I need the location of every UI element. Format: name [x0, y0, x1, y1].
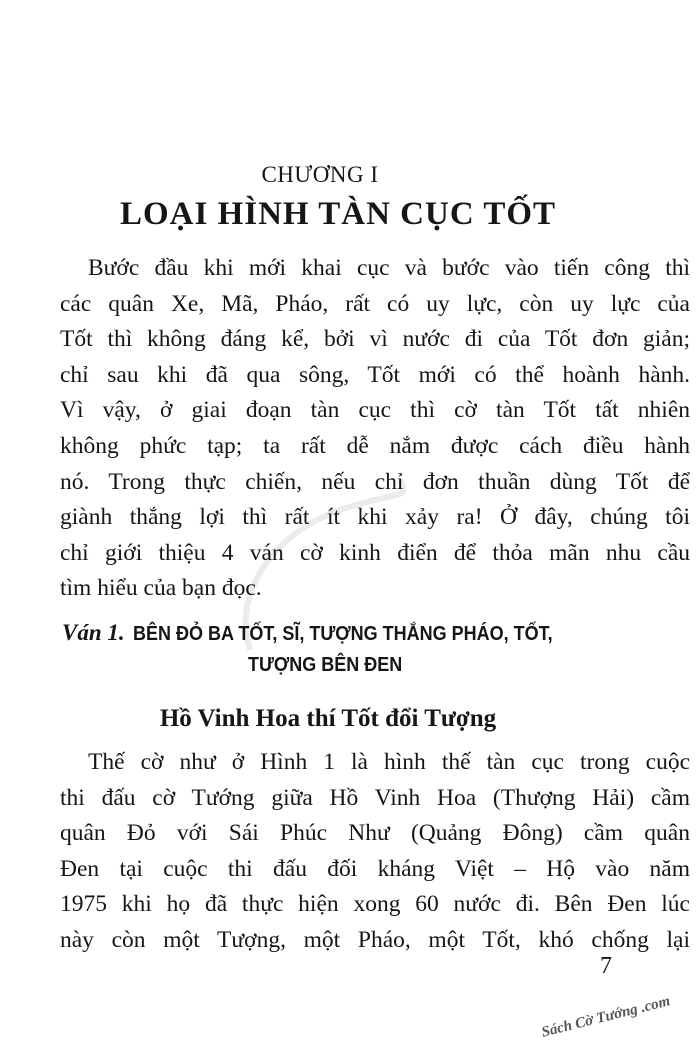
text-line: 1975 khi họ đã thực hiện xong 60 nước đi. Bên Đen lúc	[60, 891, 690, 918]
game-heading-line2: TƯỢNG BÊN ĐEN	[248, 654, 403, 676]
chapter-label: CHƯƠNG I	[261, 162, 379, 187]
game-heading	[62, 620, 599, 647]
text-line: chỉ giới thiệu 4 ván cờ kinh điển để thỏa mãn nhu cầu	[60, 539, 690, 566]
game-heading-line1: BÊN ĐỎ BA TỐT, SĨ, TƯỢNG THẮNG PHÁO, TỐT,	[132, 623, 553, 645]
game-subheading: Hồ Vinh Hoa thí Tốt đổi Tượng	[159, 705, 497, 732]
text-line: Bước đầu khi mới khai cục và bước vào tiến công thì	[88, 255, 690, 281]
text-line: giành thắng lợi thì rất ít khi xảy ra! Ở đây, chúng tôi	[60, 504, 690, 531]
text-line: Tốt thì không đáng kể, bởi vì nước đi của Tốt đơn giản;	[60, 326, 690, 353]
text-line: quân Đỏ với Sái Phúc Như (Quảng Đông) cầm quân	[60, 820, 690, 847]
text-line: nó. Trong thực chiến, nếu chỉ đơn thuần dùng Tốt để	[60, 468, 690, 495]
text-line: Vì vậy, ở giai đoạn tàn cục thì cờ tàn Tốt tất nhiên	[60, 397, 690, 424]
watermark-footer: Sách Cờ Tướng .com	[540, 993, 672, 1041]
game-label: Ván 1.	[62, 620, 125, 645]
text-line: tìm hiểu của bạn đọc.	[60, 575, 262, 602]
text-line: chỉ sau khi đã qua sông, Tốt mới có thể hoành hành.	[60, 361, 690, 388]
chapter-title: LOẠI HÌNH TÀN CỤC TỐT	[119, 196, 557, 232]
text-line: các quân Xe, Mã, Pháo, rất có uy lực, còn uy lực của	[60, 290, 690, 317]
page-number: 7	[600, 953, 612, 979]
text-line: Đen tại cuộc thi đấu đối kháng Việt – Hộ vào năm	[60, 855, 690, 882]
text-line: không phức tạp; ta rất dễ nắm được cách điều hành	[60, 433, 690, 459]
text-line: này còn một Tượng, một Pháo, một Tốt, khó chống lại	[60, 927, 690, 953]
text-line: Thế cờ như ở Hình 1 là hình thế tàn cục trong cuộc	[88, 749, 690, 775]
text-line: thi đấu cờ Tướng giữa Hồ Vinh Hoa (Thượng Hải) cầm	[60, 784, 690, 811]
